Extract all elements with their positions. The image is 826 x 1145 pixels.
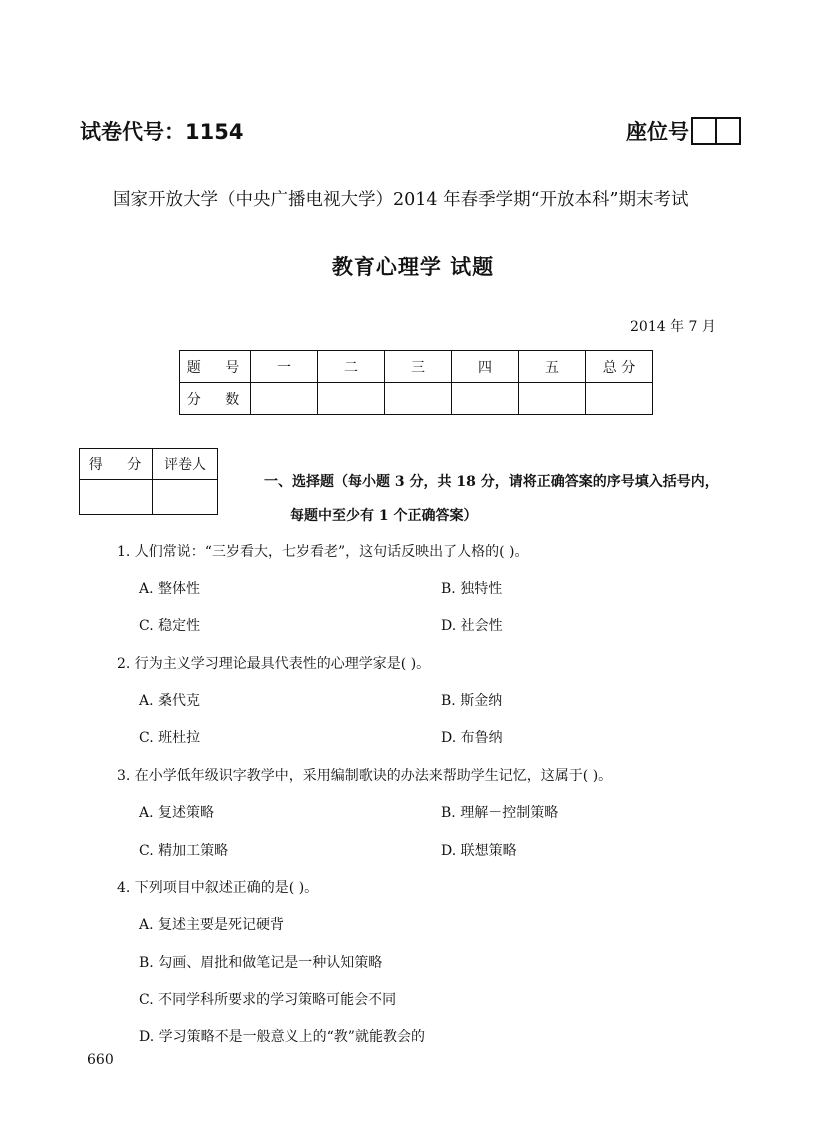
grader-table-header-row (80, 449, 218, 480)
answer-option: B. 斯金纳 (441, 693, 503, 709)
answer-option: D. 学习策略不是一般意义上的“教”就能教会的 (139, 1029, 425, 1045)
grader-table (79, 448, 218, 515)
question-stem: 3. 在小学低年级识字教学中，采用编制歌诀的办法来帮助学生记忆，这属于( )。 (117, 768, 613, 784)
score-table-cell: 分 数 (180, 383, 251, 415)
grader-table-cell: 评卷人 (153, 449, 218, 480)
score-table-cell: 总 分 (586, 351, 653, 383)
answer-option: B. 独特性 (441, 581, 503, 597)
score-input-cell[interactable] (452, 383, 519, 415)
seat-number (626, 116, 741, 146)
paper-code: 试卷代号：1154 (80, 120, 244, 144)
score-table-cell: 二 (318, 351, 385, 383)
answer-option: B. 勾画、眉批和做笔记是一种认知策略 (139, 955, 383, 971)
exam-date: 2014 年 7 月 (630, 319, 716, 335)
answer-option: C. 不同学科所要求的学习策略可能会不同 (139, 992, 397, 1008)
score-table-cell: 一 (251, 351, 318, 383)
section-heading-continued: 每题中至少有 1 个正确答案） (290, 508, 478, 524)
grader-table-input-row (80, 480, 218, 515)
score-input-cell[interactable] (519, 383, 586, 415)
grader-input-cell[interactable] (80, 480, 153, 515)
answer-option: A. 复述策略 (139, 805, 215, 821)
score-table (179, 350, 653, 415)
answer-option: A. 整体性 (139, 581, 201, 597)
answer-option: A. 桑代克 (139, 693, 201, 709)
exam-title: 国家开放大学（中央广播电视大学）2014 年春季学期“开放本科”期末考试 (113, 190, 689, 210)
score-table-cell: 题 号 (180, 351, 251, 383)
answer-option: C. 班杜拉 (139, 730, 201, 746)
question-stem: 1. 人们常说：“三岁看大，七岁看老”，这句话反映出了人格的( )。 (117, 544, 529, 560)
seat-label: 座位号 (626, 120, 689, 144)
score-table-cell: 五 (519, 351, 586, 383)
score-input-cell[interactable] (318, 383, 385, 415)
answer-option: D. 联想策略 (441, 843, 517, 859)
answer-option: B. 理解－控制策略 (441, 805, 559, 821)
score-input-cell[interactable] (385, 383, 452, 415)
score-table-score-row (180, 383, 653, 415)
answer-option: D. 布鲁纳 (441, 730, 503, 746)
score-table-cell: 四 (452, 351, 519, 383)
answer-option: C. 稳定性 (139, 618, 201, 634)
question-stem: 4. 下列项目中叙述正确的是( )。 (117, 880, 319, 896)
grader-input-cell[interactable] (153, 480, 218, 515)
score-table-header-row (180, 351, 653, 383)
grader-table-cell: 得 分 (80, 449, 153, 480)
section-heading: 一、选择题（每小题 3 分，共 18 分，请将正确答案的序号填入括号内， (264, 474, 719, 490)
answer-option: C. 精加工策略 (139, 843, 229, 859)
score-input-cell[interactable] (251, 383, 318, 415)
seat-number-boxes (691, 117, 741, 145)
answer-option: A. 复述主要是死记硬背 (139, 917, 285, 933)
score-input-cell[interactable] (586, 383, 653, 415)
course-title: 教育心理学 试题 (331, 255, 495, 279)
answer-option: D. 社会性 (441, 618, 503, 634)
score-table-cell: 三 (385, 351, 452, 383)
question-stem: 2. 行为主义学习理论最具代表性的心理学家是( )。 (117, 656, 431, 672)
page-number: 660 (87, 1052, 114, 1068)
